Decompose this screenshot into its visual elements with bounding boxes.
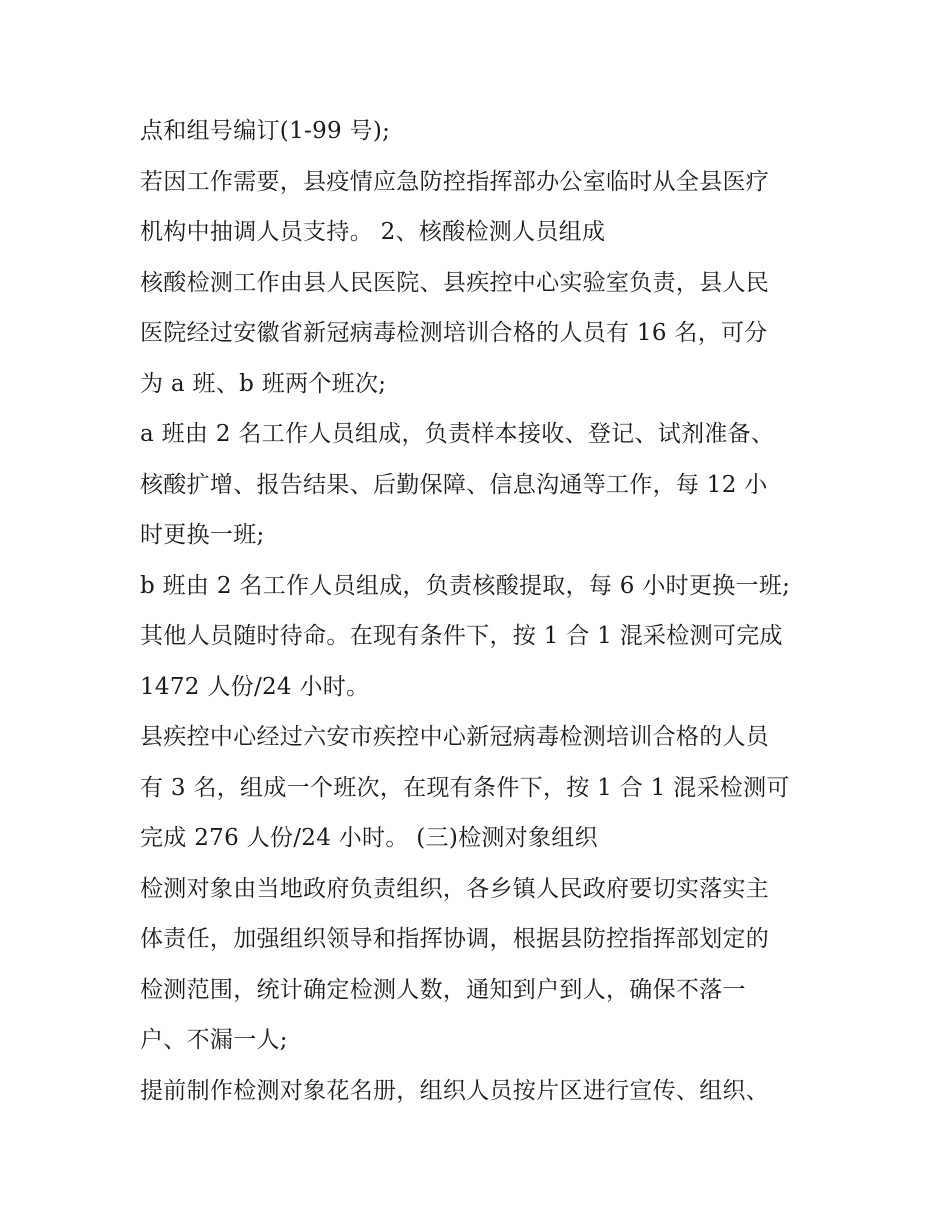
- text-line: b 班由 2 名工作人员组成，负责核酸提取，每 6 小时更换一班;: [140, 572, 791, 599]
- text-line: 核酸检测工作由县人民医院、县疾控中心实验室负责，县人民: [140, 269, 770, 296]
- text-line: 机构中抽调人员支持。 2、核酸检测人员组成: [140, 219, 606, 245]
- text-line: 提前制作检测对象花名册，组织人员按片区进行宣传、组织、: [140, 1077, 770, 1104]
- text-line: 检测对象由当地政府负责组织，各乡镇人民政府要切实落实主: [140, 875, 770, 902]
- text-line: 医院经过安徽省新冠病毒检测培训合格的人员有 16 名，可分: [140, 320, 768, 346]
- text-line: 完成 276 人份/24 小时。 (三)检测对象组织: [140, 825, 598, 851]
- text-line: 体责任，加强组织领导和指挥协调，根据县防控指挥部划定的: [140, 926, 770, 952]
- text-line: 县疾控中心经过六安市疾控中心新冠病毒检测培训合格的人员: [140, 724, 770, 750]
- text-line: 1472 人份/24 小时。: [140, 673, 370, 700]
- text-line: 有 3 名，组成一个班次，在现有条件下，按 1 合 1 混采检测可: [140, 774, 790, 801]
- document-body: [140, 106, 820, 1116]
- text-line: 户、不漏一人;: [140, 1027, 288, 1053]
- text-line: 若因工作需要，县疫情应急防控指挥部办公室临时从全县医疗: [140, 168, 770, 195]
- text-line: 核酸扩增、报告结果、后勤保障、信息沟通等工作，每 12 小: [140, 471, 768, 498]
- text-line: 时更换一班;: [140, 522, 265, 548]
- text-line: 其他人员随时待命。在现有条件下，按 1 合 1 混采检测可完成: [140, 623, 783, 649]
- text-line: 为 a 班、b 班两个班次;: [140, 370, 387, 397]
- text-line: 检测范围，统计确定检测人数，通知到户到人，确保不落一: [140, 976, 746, 1003]
- text-line: 点和组号编订(1-99 号);: [140, 118, 391, 144]
- text-line: a 班由 2 名工作人员组成，负责样本接收、登记、试剂准备、: [140, 421, 775, 447]
